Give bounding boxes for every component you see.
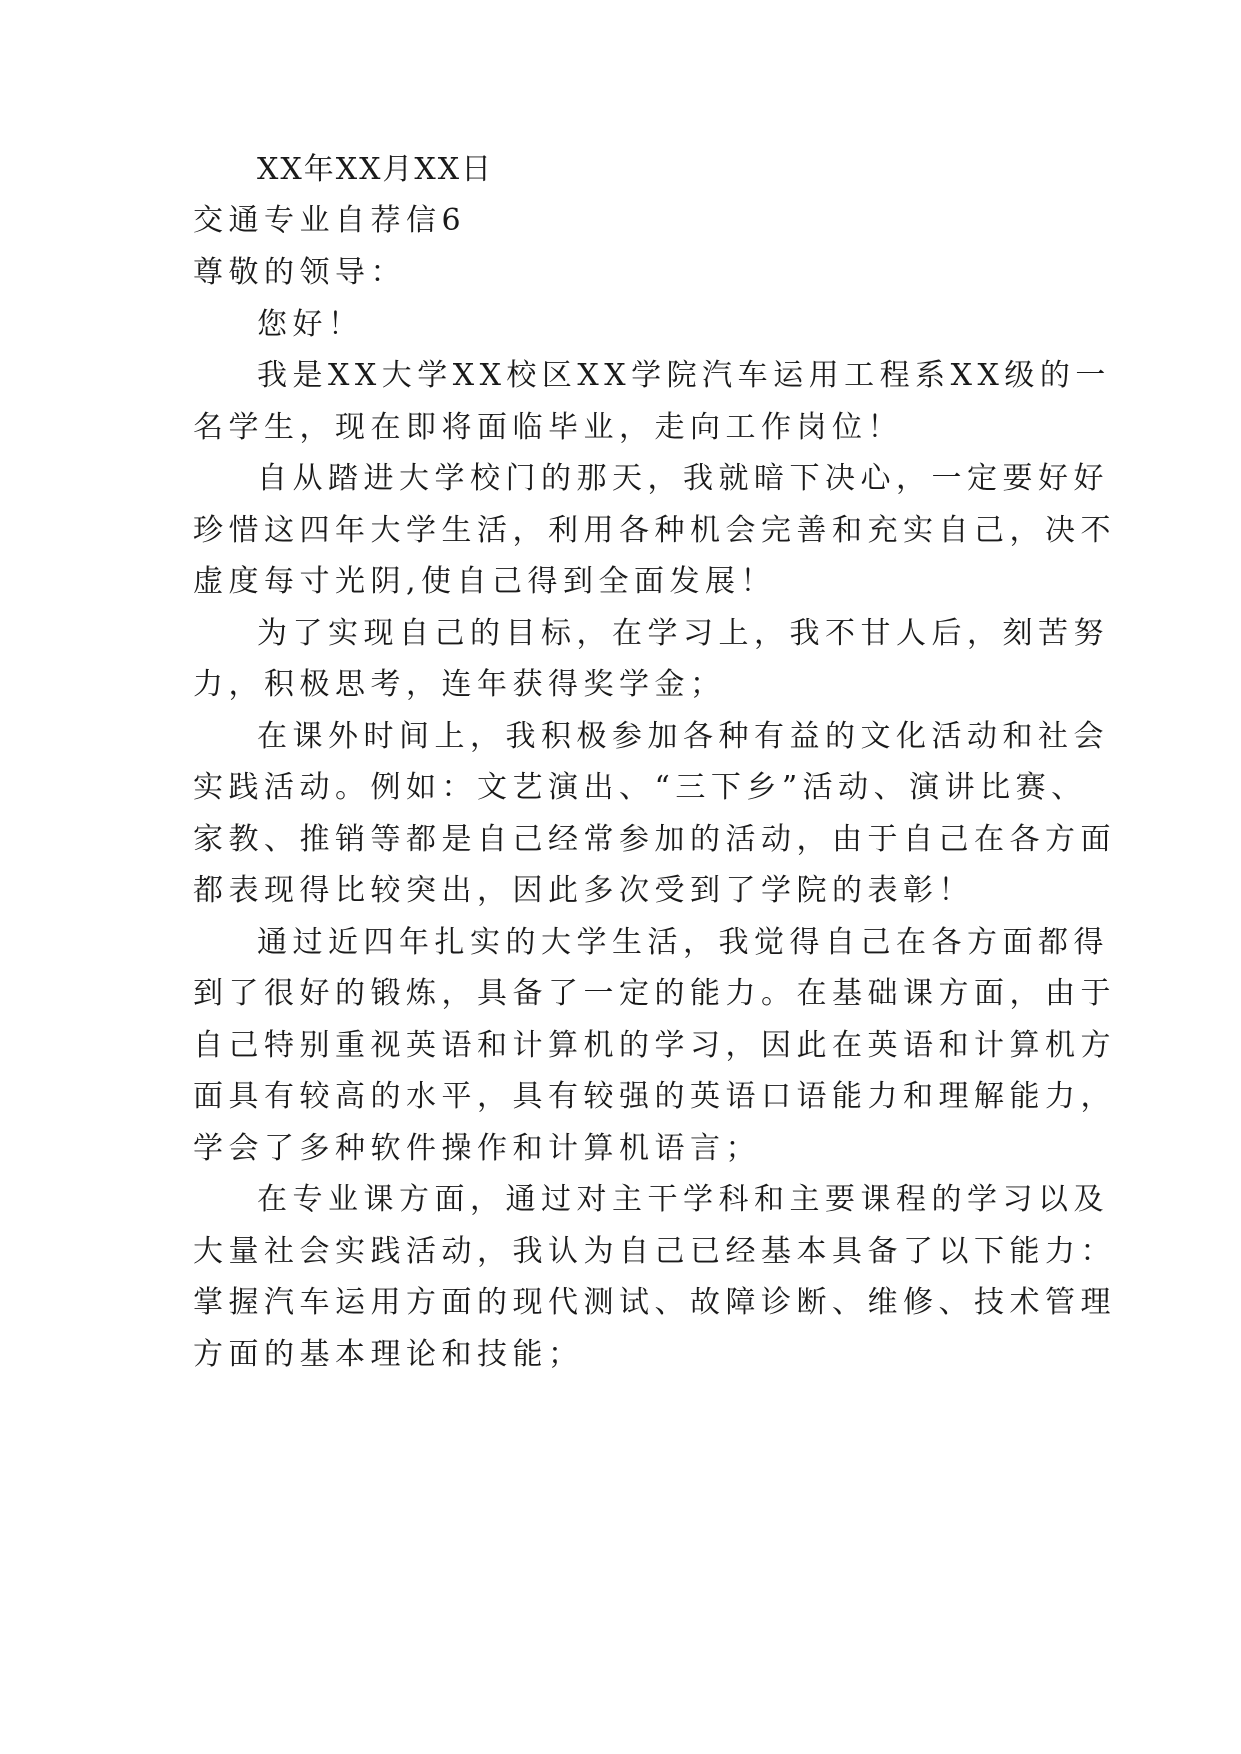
body-line: 家教、推销等都是自己经常参加的活动，由于自己在各方面 bbox=[193, 822, 1116, 857]
greeting: 您好！ bbox=[257, 307, 364, 342]
body-line: 面具有较高的水平，具有较强的英语口语能力和理解能力， bbox=[193, 1079, 1116, 1114]
body-line: 珍惜这四年大学生活，利用各种机会完善和充实自己，决不 bbox=[193, 513, 1116, 548]
date-line: XX年XX月XX日 bbox=[257, 152, 494, 187]
body-line: 通过近四年扎实的大学生活，我觉得自己在各方面都得 bbox=[257, 925, 1109, 960]
body-line: 自己特别重视英语和计算机的学习，因此在英语和计算机方 bbox=[193, 1028, 1116, 1063]
body-line: 到了很好的锻炼，具备了一定的能力。在基础课方面，由于 bbox=[193, 976, 1116, 1011]
body-line: 力，积极思考，连年获得奖学金； bbox=[193, 667, 726, 702]
body-line: 学会了多种软件操作和计算机语言； bbox=[193, 1131, 761, 1166]
letter-title: 交通专业自荐信6 bbox=[193, 203, 467, 238]
body-line: 方面的基本理论和技能； bbox=[193, 1337, 584, 1372]
body-line: 掌握汽车运用方面的现代测试、故障诊断、维修、技术管理 bbox=[193, 1285, 1116, 1320]
body-line: 大量社会实践活动，我认为自己已经基本具备了以下能力： bbox=[193, 1234, 1116, 1269]
body-line: 为了实现自己的目标，在学习上，我不甘人后，刻苦努 bbox=[257, 616, 1109, 651]
body-line: 都表现得比较突出，因此多次受到了学院的表彰！ bbox=[193, 873, 974, 908]
body-line: 在课外时间上，我积极参加各种有益的文化活动和社会 bbox=[257, 719, 1109, 754]
body-line: 名学生，现在即将面临毕业，走向工作岗位！ bbox=[193, 410, 903, 445]
body-line: 自从踏进大学校门的那天，我就暗下决心，一定要好好 bbox=[257, 461, 1109, 496]
salutation: 尊敬的领导： bbox=[193, 255, 406, 290]
body-line: 我是XX大学XX校区XX学院汽车运用工程系XX级的一 bbox=[257, 358, 1111, 393]
body-line: 在专业课方面，通过对主干学科和主要课程的学习以及 bbox=[257, 1182, 1109, 1217]
body-line: 实践活动。例如：文艺演出、“三下乡”活动、演讲比赛、 bbox=[193, 770, 1087, 805]
body-line: 虚度每寸光阴,使自己得到全面发展！ bbox=[193, 564, 777, 599]
